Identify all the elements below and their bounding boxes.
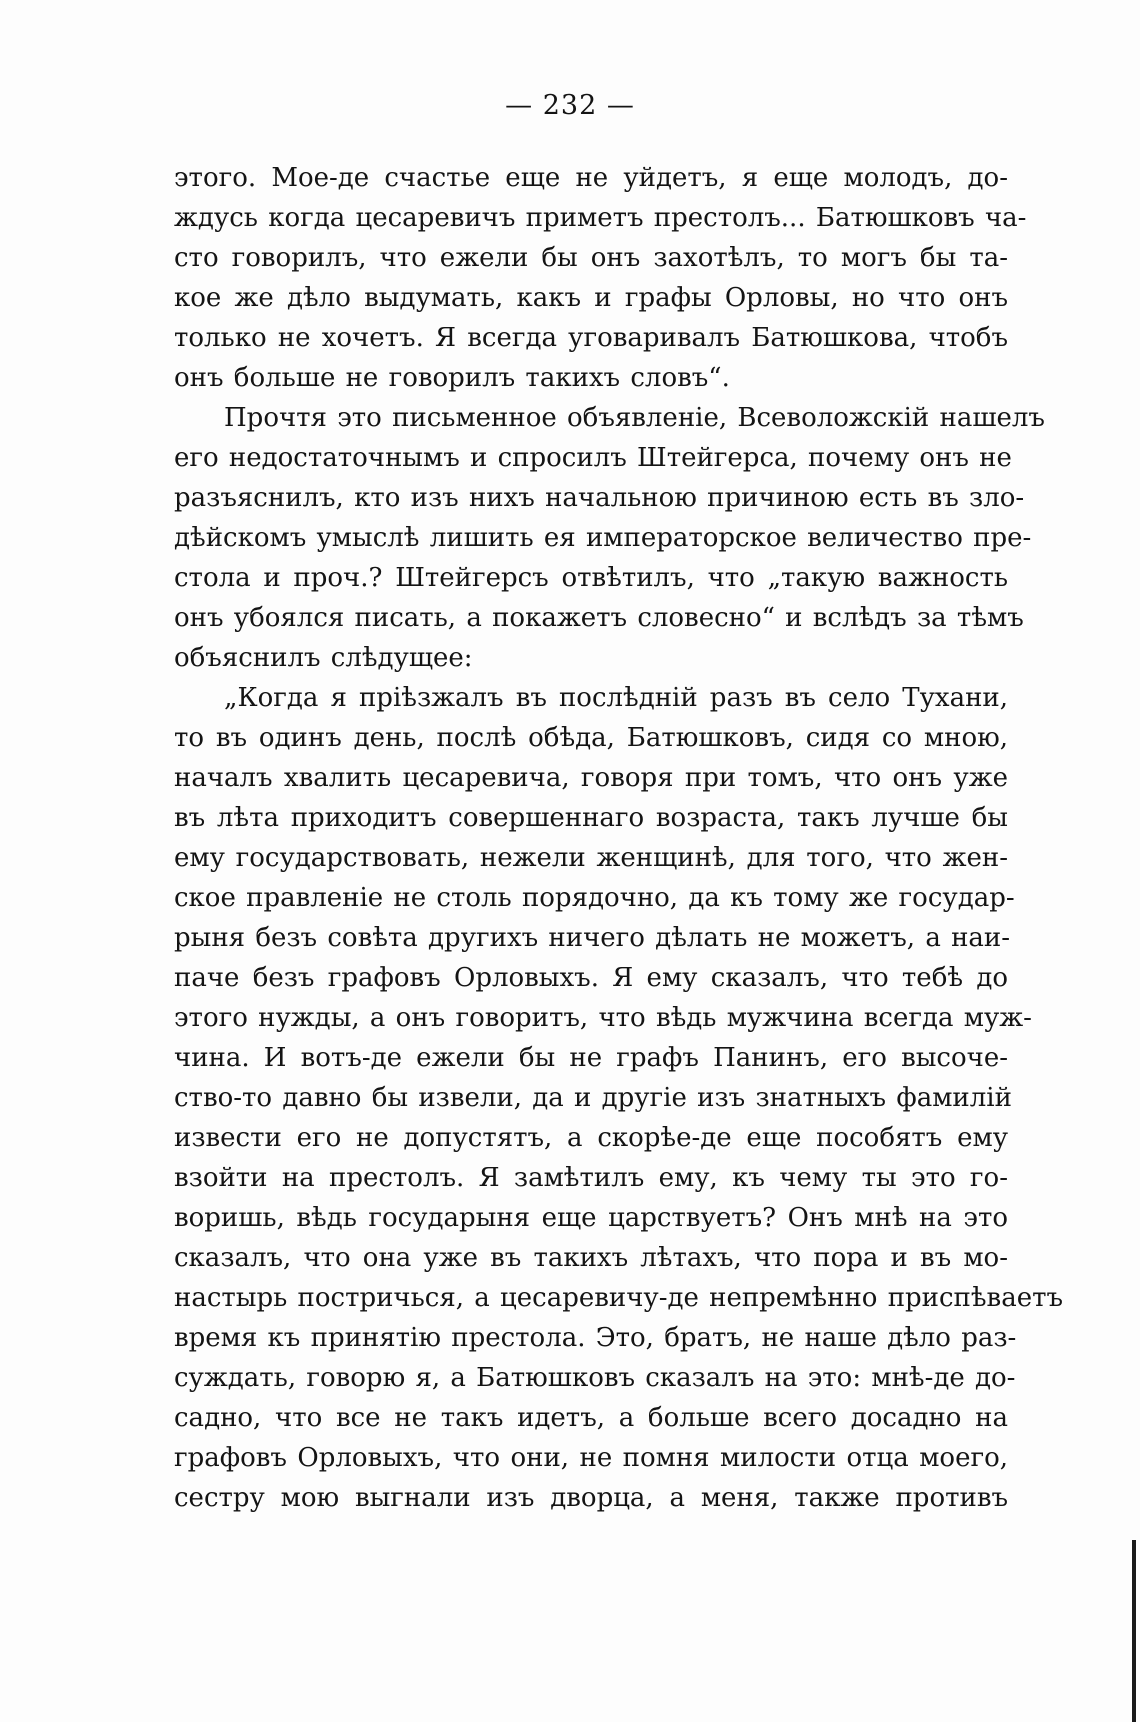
paragraph-2 [174,398,1045,678]
page-edge-shadow [1132,1540,1136,1722]
text-line: чина. И вотъ-де ежели бы не графъ Панинъ, его высоче- [174,1043,1008,1073]
text-line: дѣйскомъ умыслѣ лишить ея императорское величество пре- [174,523,1032,553]
text-line: сказалъ, что она уже въ такихъ лѣтахъ, что пора и въ мо- [174,1243,1008,1273]
paragraph-3 [174,678,1064,1518]
text-line: графовъ Орловыхъ, что они, не помня милости отца моего, [174,1443,1008,1473]
text-line: Прочтя это письменное объявленіе, Всеволожскій нашелъ [224,403,1045,433]
text-line: паче безъ графовъ Орловыхъ. Я ему сказалъ, что тебѣ до [174,963,1008,993]
text-line: настырь постричься, а цесаревичу-де непремѣнно приспѣваетъ [174,1283,1064,1313]
text-line: только не хочетъ. Я всегда уговаривалъ Батюшкова, чтобъ [174,323,1008,353]
text-line: воришь, вѣдь государыня еще царствуетъ? Онъ мнѣ на это [174,1203,1008,1233]
text-line: садно, что все не такъ идетъ, а больше всего досадно на [174,1403,1008,1433]
page-number: — 232 — [505,90,635,121]
text-line: ское правленіе не столь порядочно, да къ тому же государ- [174,883,1015,913]
text-line: сто говорилъ, что ежели бы онъ захотѣлъ, то могъ бы та- [174,243,1008,273]
text-line: ему государствовать, нежели женщинѣ, для того, что жен- [174,843,1008,873]
text-line: этого. Мое-де счастье еще не уйдетъ, я еще молодъ, до- [174,163,1008,193]
text-line: онъ больше не говорилъ такихъ словъ“. [174,363,730,393]
text-line: въ лѣта приходитъ совершеннаго возраста, такъ лучше бы [174,803,1008,833]
text-line: кое же дѣло выдумать, какъ и графы Орловы, но что онъ [174,283,1008,313]
text-line: взойти на престолъ. Я замѣтилъ ему, къ чему ты это го- [174,1163,1008,1193]
text-line: онъ убоялся писать, а покажетъ словесно“ и вслѣдъ за тѣмъ [174,603,1024,633]
text-line: этого нужды, а онъ говоритъ, что вѣдь мужчина всегда муж- [174,1003,1032,1033]
text-line: суждать, говорю я, а Батюшковъ сказалъ на это: мнѣ-де до- [174,1363,1016,1393]
text-line: ждусь когда цесаревичъ приметъ престолъ... Батюшковъ ча- [174,203,1027,233]
text-line: то въ одинъ день, послѣ обѣда, Батюшковъ, сидя со мною, [174,723,1008,753]
text-line: стола и проч.? Штейгерсъ отвѣтилъ, что „такую важность [174,563,1008,593]
text-line: рыня безъ совѣта другихъ ничего дѣлать не можетъ, а наи- [174,923,1011,953]
text-line: сестру мою выгнали изъ дворца, а меня, также противъ [174,1483,1008,1513]
text-line: началъ хвалить цесаревича, говоря при томъ, что онъ уже [174,763,1008,793]
text-line: „Когда я пріѣзжалъ въ послѣдній разъ въ село Тухани, [224,683,1008,713]
text-line: разъяснилъ, кто изъ нихъ начальною причиною есть въ зло- [174,483,1025,513]
text-line: объяснилъ слѣдущее: [174,643,473,673]
text-line: ство-то давно бы извели, да и другіе изъ знатныхъ фамилій [174,1083,1012,1113]
text-line: его недостаточнымъ и спросилъ Штейгерса, почему онъ не [174,443,1012,473]
text-line: время къ принятію престола. Это, братъ, не наше дѣло раз- [174,1323,1017,1353]
paragraph-1 [174,158,1027,398]
text-line: извести его не допустятъ, а скорѣе-де еще пособятъ ему [174,1123,1008,1153]
body-text [174,158,1064,1518]
